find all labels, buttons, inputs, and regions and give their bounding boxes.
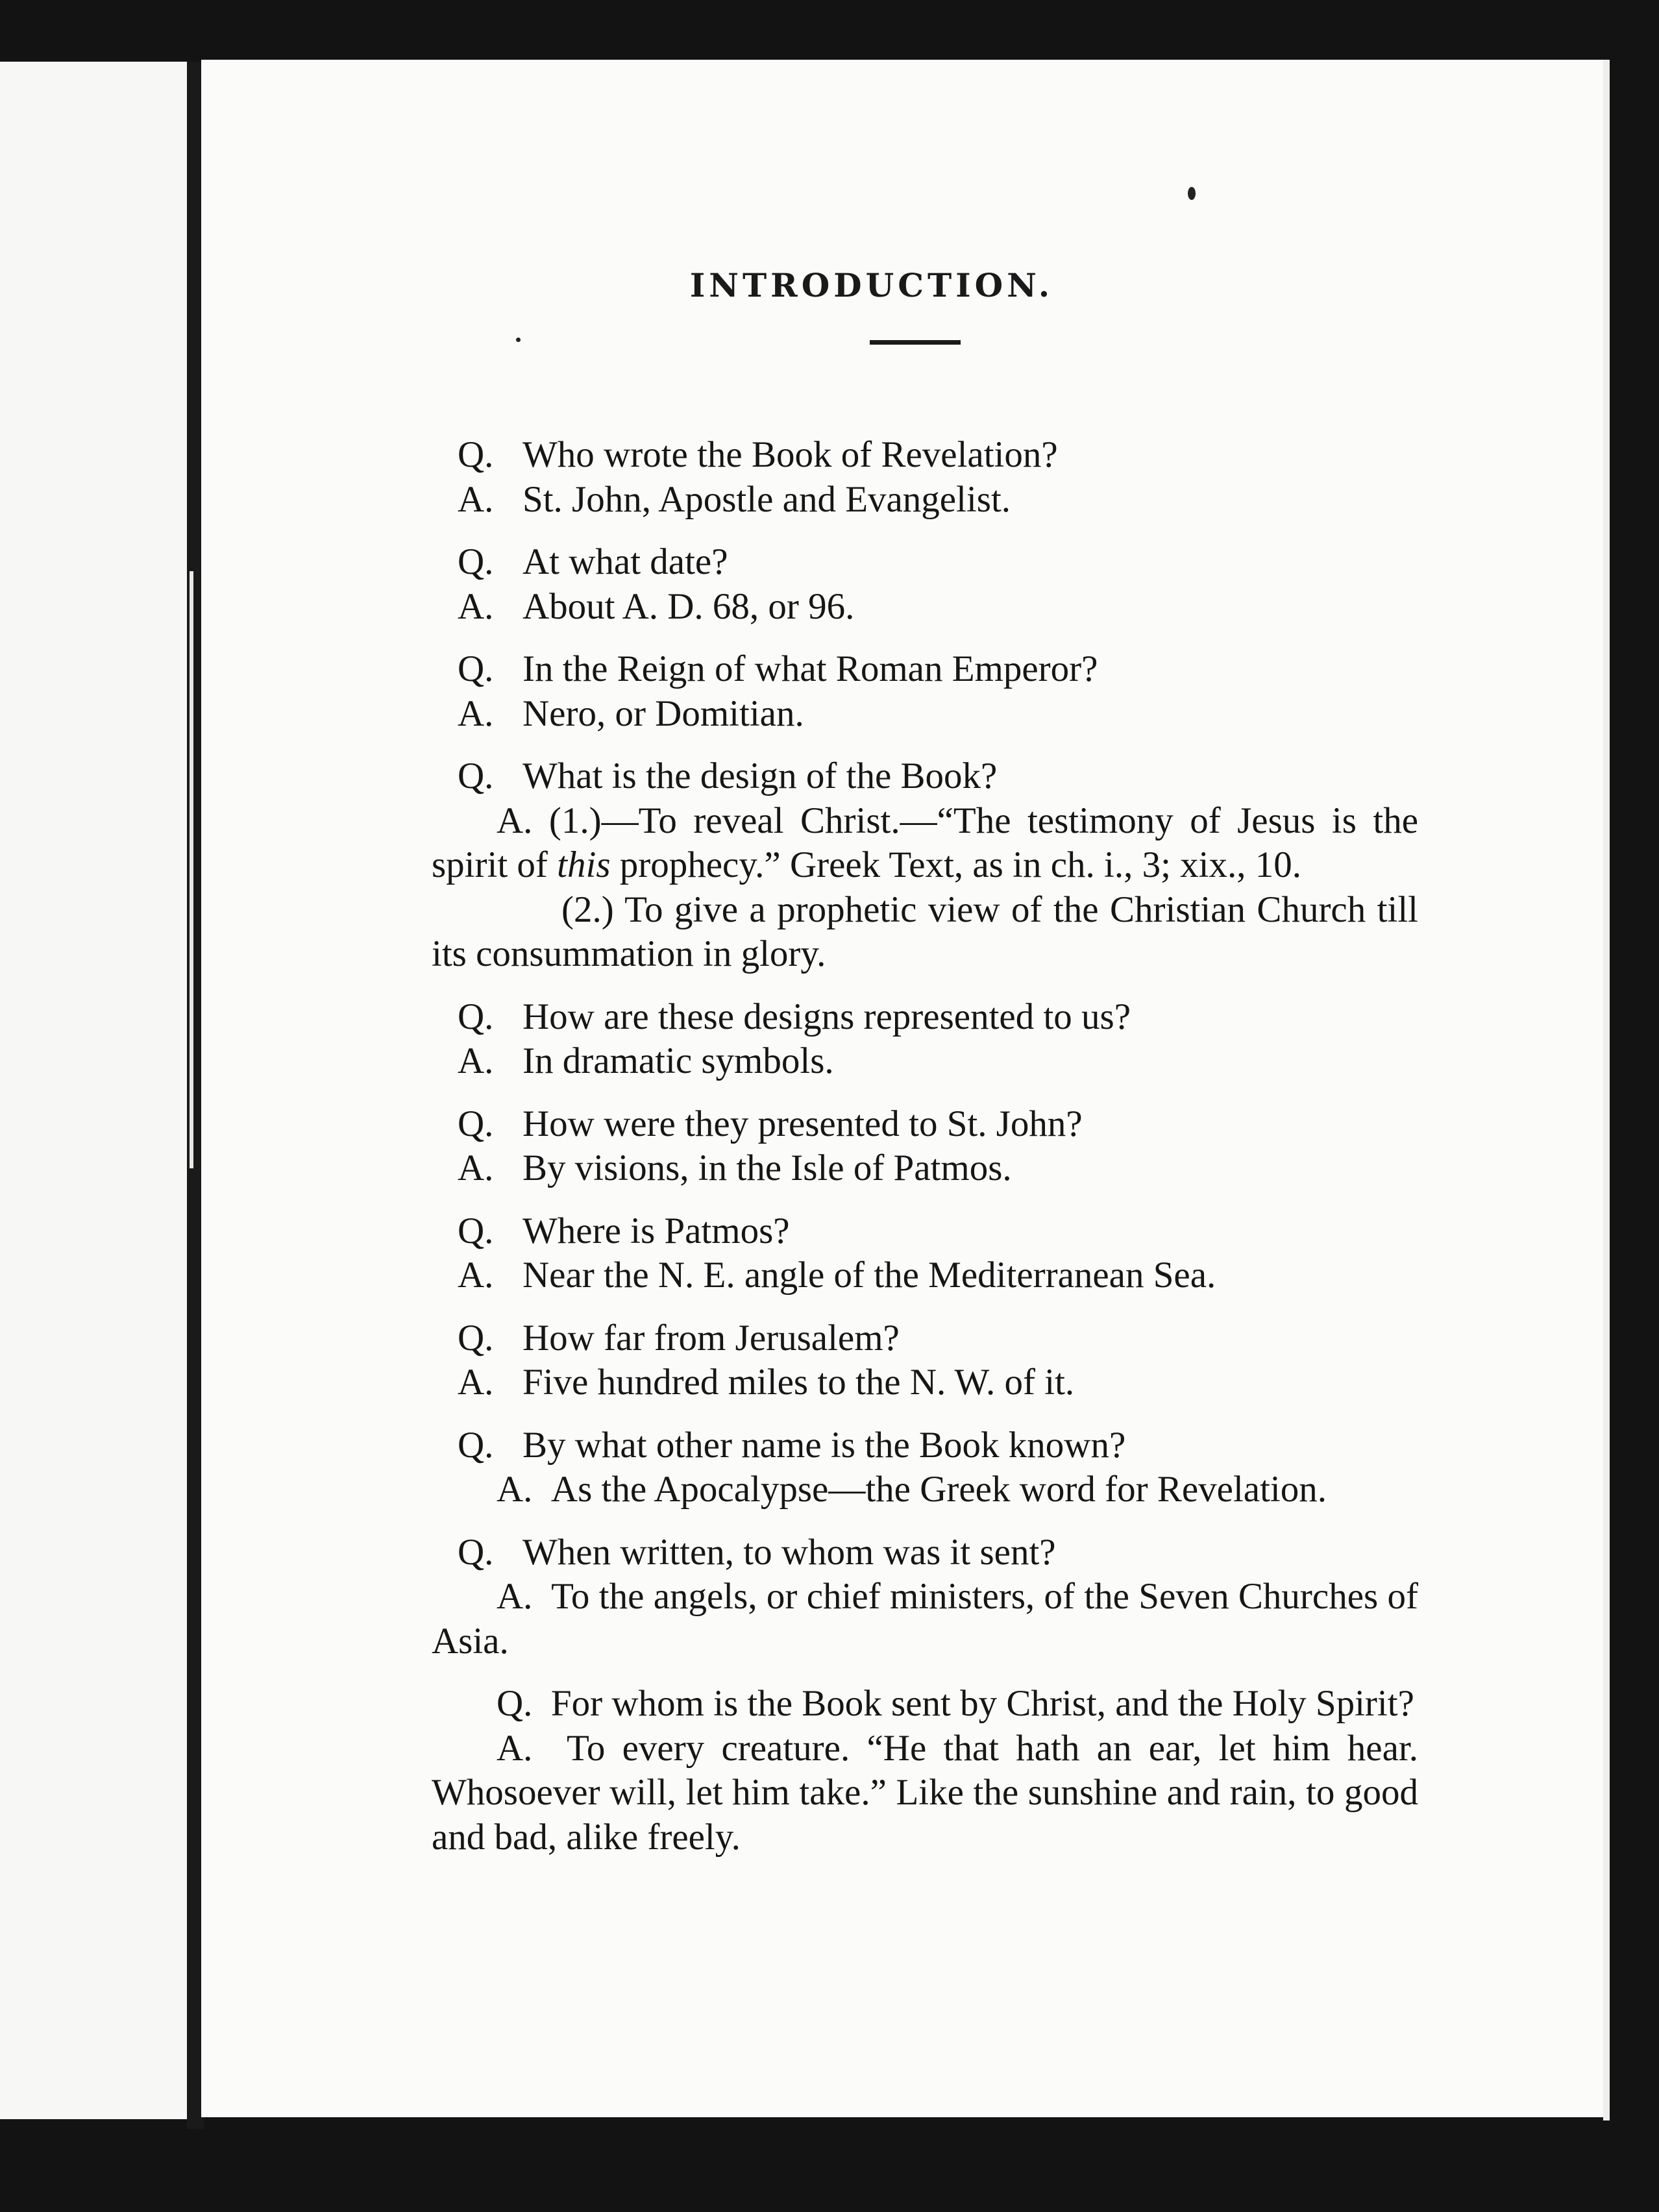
question-line xyxy=(432,433,1418,478)
answer-text: To the angels, or chief ministers, of the Seven Churches of Asia. xyxy=(432,1576,1418,1662)
q-label: Q. xyxy=(458,1531,494,1573)
answer-paragraph xyxy=(432,1727,1418,1860)
answer-line xyxy=(432,1146,1418,1191)
answer-line xyxy=(432,1360,1418,1405)
q-label: Q. xyxy=(458,434,494,475)
answer-text: Near the N. E. angle of the Mediterranean Sea. xyxy=(522,1255,1216,1296)
page-title: INTRODUCTION. xyxy=(689,266,1054,304)
a-label: A. xyxy=(497,1469,533,1510)
answer-emphasis: this xyxy=(557,844,611,885)
q-label: Q. xyxy=(458,648,494,689)
qa-item xyxy=(432,433,1418,522)
left-page-edge xyxy=(0,62,188,2119)
question-line xyxy=(432,1316,1418,1361)
question-text: For whom is the Book sent by Christ, and the Holy Spirit? xyxy=(550,1683,1414,1724)
question-text: By what other name is the Book known? xyxy=(522,1424,1126,1466)
a-label: A. xyxy=(458,1148,494,1188)
question-text: What is the design of the Book? xyxy=(522,756,998,796)
answer-text: (1.)—To reveal Christ.—“The testimony of Jesus is the spirit of xyxy=(432,800,1418,885)
qa-item xyxy=(432,754,1418,977)
answer-text: To every creature. “He that hath an ear, let him hear. Whosoever will, let him take.” Like the sunshine and rain, to good and bad, alike freely. xyxy=(432,1727,1418,1858)
qa-item xyxy=(432,1530,1418,1664)
qa-item xyxy=(432,647,1418,736)
q-label: Q. xyxy=(458,1210,494,1251)
a-label: A. xyxy=(497,1727,533,1769)
q-label: Q. xyxy=(458,1103,494,1144)
print-speck xyxy=(1188,187,1196,200)
question-text: Who wrote the Book of Revelation? xyxy=(522,434,1058,475)
answer-text: As the Apocalypse—the Greek word for Revelation. xyxy=(550,1469,1327,1510)
qa-item xyxy=(432,1102,1418,1191)
question-text: How were they presented to St. John? xyxy=(522,1103,1083,1144)
q-label: Q. xyxy=(458,756,494,796)
answer-line xyxy=(432,1039,1418,1084)
a-label: A. xyxy=(458,1040,494,1081)
answer-paragraph xyxy=(432,1575,1418,1664)
a-label: A. xyxy=(497,800,533,841)
q-label: Q. xyxy=(458,541,494,582)
question-line xyxy=(432,540,1418,585)
answer-text: Nero, or Domitian. xyxy=(522,693,804,734)
question-paragraph xyxy=(432,1682,1418,1727)
answer-text: (2.) To give a prophetic view of the Christian Church till its consummation in glory. xyxy=(432,889,1418,974)
question-line xyxy=(432,1423,1418,1468)
page xyxy=(201,60,1607,2117)
answer-line xyxy=(432,585,1418,630)
answer-text: About A. D. 68, or 96. xyxy=(522,585,855,627)
a-label: A. xyxy=(458,1362,494,1403)
q-label: Q. xyxy=(458,1424,494,1466)
answer-line xyxy=(432,478,1418,522)
a-label: A. xyxy=(497,1576,533,1617)
a-label: A. xyxy=(458,585,494,627)
q-label: Q. xyxy=(497,1683,533,1724)
qa-item xyxy=(432,995,1418,1084)
answer-line xyxy=(432,692,1418,737)
answer-text: By visions, in the Isle of Patmos. xyxy=(522,1148,1012,1188)
answer-text: St. John, Apostle and Evangelist. xyxy=(522,478,1011,520)
answer-text: prophecy.” Greek Text, as in ch. i., 3; xix., 10. xyxy=(619,844,1302,885)
question-line xyxy=(432,1209,1418,1254)
question-line xyxy=(432,1102,1418,1147)
q-label: Q. xyxy=(458,1317,494,1358)
question-text: How are these designs represented to us? xyxy=(522,996,1131,1037)
qa-item xyxy=(432,1423,1418,1512)
spine-highlight xyxy=(190,571,193,1168)
answer-paragraph xyxy=(432,1468,1418,1512)
a-label: A. xyxy=(458,478,494,520)
qa-item xyxy=(432,540,1418,629)
question-line xyxy=(432,647,1418,692)
answer-line xyxy=(432,1253,1418,1298)
qa-item xyxy=(432,1682,1418,1860)
question-text: Where is Patmos? xyxy=(522,1210,790,1251)
question-line xyxy=(432,1530,1418,1575)
question-text: When written, to whom was it sent? xyxy=(522,1531,1056,1573)
question-line xyxy=(432,995,1418,1040)
qa-item xyxy=(432,1316,1418,1405)
qa-item xyxy=(432,1209,1418,1298)
question-line xyxy=(432,754,1418,799)
answer-text: Five hundred miles to the N. W. of it. xyxy=(522,1362,1075,1403)
question-text: In the Reign of what Roman Emperor? xyxy=(522,648,1098,689)
catechism-text xyxy=(432,433,1418,1878)
q-label: Q. xyxy=(458,996,494,1037)
title-rule xyxy=(870,340,961,345)
answer-paragraph xyxy=(432,799,1418,888)
answer-paragraph xyxy=(432,888,1418,977)
a-label: A. xyxy=(458,1255,494,1296)
a-label: A. xyxy=(458,693,494,734)
print-speck xyxy=(516,338,521,342)
page-right-edge xyxy=(1603,60,1610,2120)
answer-text: In dramatic symbols. xyxy=(522,1040,834,1081)
question-text: How far from Jerusalem? xyxy=(522,1317,900,1358)
question-text: At what date? xyxy=(522,541,728,582)
